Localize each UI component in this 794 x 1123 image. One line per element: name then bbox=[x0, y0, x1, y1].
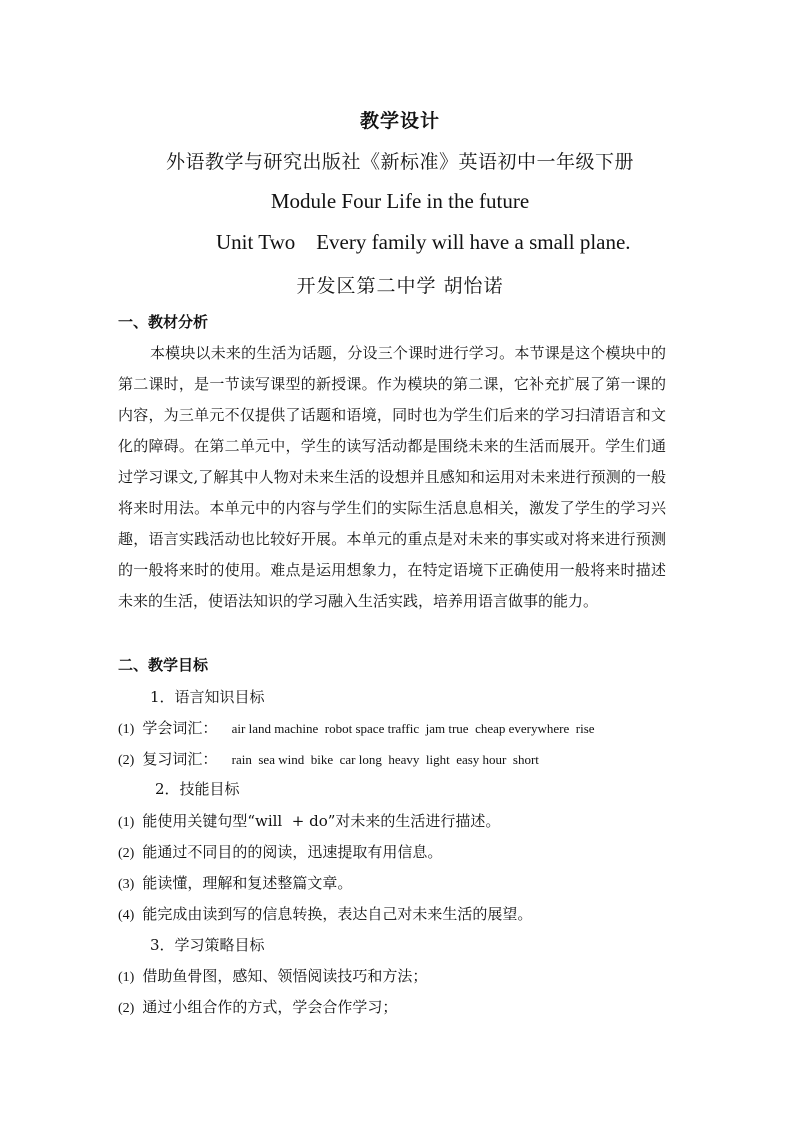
item-label: 复习词汇： bbox=[142, 750, 218, 768]
item-number: (4) bbox=[118, 908, 135, 923]
publisher-line: 外语教学与研究出版社《新标准》英语初中一年级下册 bbox=[165, 151, 634, 173]
list-item bbox=[118, 841, 442, 862]
list-item bbox=[118, 903, 532, 924]
item-label: 学会词汇： bbox=[142, 719, 218, 737]
item-text: 能读懂，理解和复述整篇文章。 bbox=[142, 874, 353, 892]
item-number: (3) bbox=[118, 877, 135, 892]
list-item bbox=[118, 810, 500, 831]
item-number: (2) bbox=[118, 1001, 135, 1016]
section-heading-teaching-objectives: 二、教学目标 bbox=[118, 656, 209, 674]
list-item bbox=[118, 717, 595, 738]
item-number: (2) bbox=[118, 753, 135, 768]
textbook-analysis-paragraph: 本模块以未来的生活为话题，分设三个课时进行学习。本节课是这个模块中的第二课时，是一节读写课型的新授课。作为模块的第二课，它补充扩展了第一课的内容，为三单元不仅提供了话题和语境，同时也为学生们后来的学习扫清语言和文化的障碍。在第二单元中，学生的读写活动都是围绕未来的生活而展开。学生们通过学习课文,了解其中人物对未来生活的设想并且感知和运用对未来进行预测的一般将来时用法。本单元中的内容与学生们的实际生活息息相关，激发了学生的学习兴趣，语言实践活动也比较好开展。本单元的重点是对未来的事实或对将来进行预测的一般将来时的使用。难点是运用想象力，在特定语境下正确使用一般将来时描述未来的生活，使语法知识的学习融入生活实践，培养用语言做事的能力。 bbox=[118, 344, 666, 610]
item-number: (1) bbox=[118, 722, 135, 737]
item-text: 借助鱼骨图，感知、领悟阅读技巧和方法； bbox=[142, 967, 428, 985]
item-number: (1) bbox=[118, 815, 135, 830]
item-number: (2) bbox=[118, 846, 135, 861]
section-heading-textbook-analysis: 一、教材分析 bbox=[118, 313, 209, 331]
list-item bbox=[118, 872, 352, 893]
item-text: 能使用关键句型“will + do”对未来的生活进行描述。 bbox=[142, 812, 501, 830]
vocabulary-words: air land machine robot space traffic jam true cheap everywhere rise bbox=[231, 721, 595, 736]
item-text: 通过小组合作的方式，学会合作学习； bbox=[142, 998, 398, 1016]
vocabulary-words: rain sea wind bike car long heavy light easy hour short bbox=[231, 752, 539, 767]
subheading-skill-objectives: 2．技能目标 bbox=[155, 780, 240, 798]
author-line: 开发区第二中学 胡怡诺 bbox=[296, 275, 504, 297]
list-item bbox=[118, 965, 427, 986]
item-text: 能完成由读到写的信息转换，表达自己对未来生活的展望。 bbox=[142, 905, 533, 923]
document-title: 教学设计 bbox=[359, 110, 440, 132]
list-item bbox=[118, 996, 397, 1017]
unit-title: Unit Two Every family will have a small plane. bbox=[216, 230, 631, 254]
item-number: (1) bbox=[118, 970, 135, 985]
subheading-learning-strategy: 3．学习策略目标 bbox=[150, 936, 265, 954]
list-item bbox=[118, 748, 539, 769]
subheading-language-knowledge: 1．语言知识目标 bbox=[150, 688, 265, 706]
module-title: Module Four Life in the future bbox=[270, 189, 530, 213]
item-text: 能通过不同目的的阅读，迅速提取有用信息。 bbox=[142, 843, 443, 861]
